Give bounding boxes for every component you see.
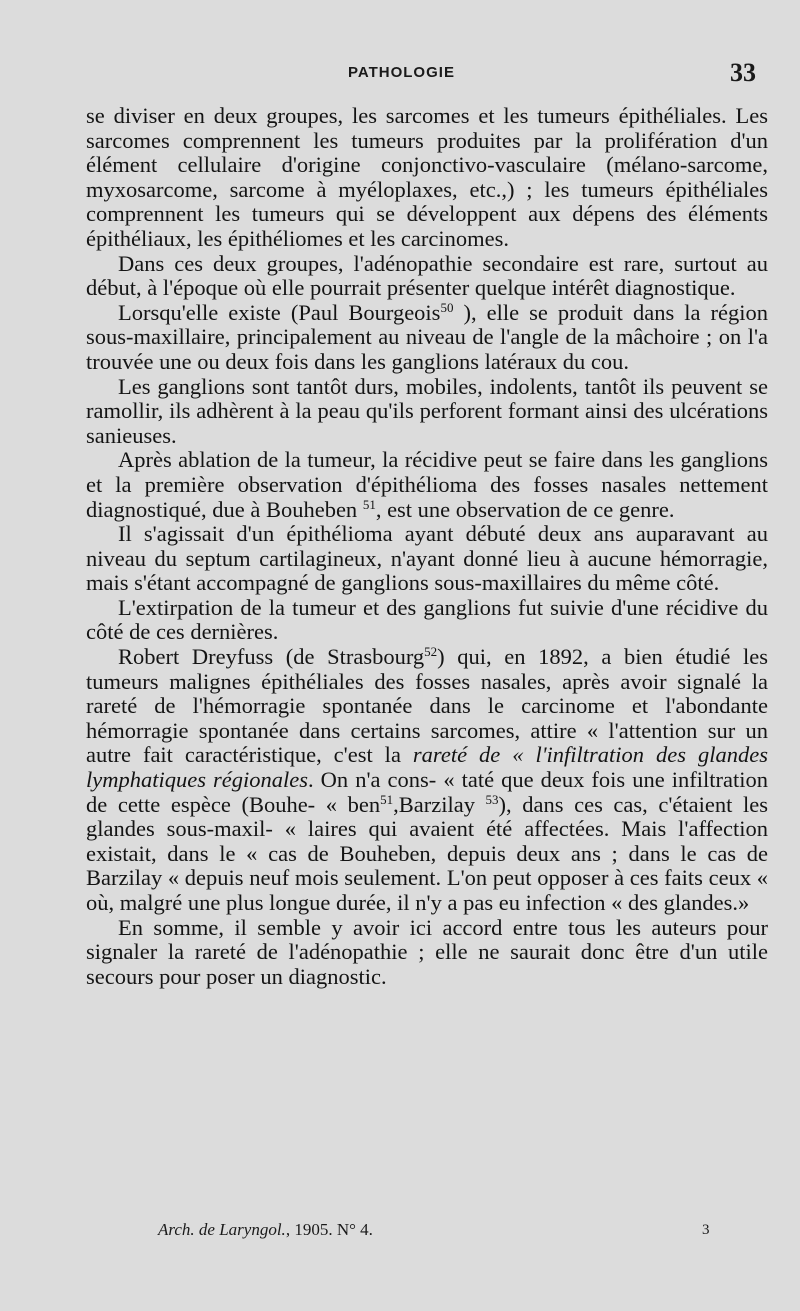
footnote-ref: 53 — [485, 791, 499, 807]
paragraph-text: ), elle se produit dans la région sous-maxillaire, principalement au niveau de l'angle de la mâchoire ; on l'a trouvée une ou deux fois dans les ganglions latéraux du cou. — [86, 299, 768, 374]
running-header — [0, 58, 800, 88]
paragraph-text: ) qui, en 1892, a bien étudié les tumeurs malignes épithéliales des fosses nasales, après avoir signalé la rareté de l'hémorragie spontanée dans le carcinome et l'abondante hémorragie spontanée dans certains sarcomes, attire « l'attention sur un autre fait caractéristique, c'est la — [86, 644, 768, 768]
paragraph — [86, 645, 768, 916]
footnote-ref: 51 — [380, 791, 394, 807]
footnote-ref: 50 — [440, 299, 454, 315]
body-text — [86, 104, 768, 989]
journal-citation — [158, 1220, 373, 1240]
paragraph — [86, 596, 768, 645]
paragraph-text: Les ganglions sont tantôt durs, mobiles, indolents, tantôt ils peuvent se ramollir, ils adhèrent à la peau qu'ils perforent formant ainsi des ulcérations sanieuses. — [86, 373, 768, 448]
page-footer — [0, 1220, 800, 1248]
paragraph-text: Après ablation de la tumeur, la récidive peut se faire dans les ganglions et la première observation d'épithélioma des fosses nasales nettement diagnostiqué, due à Bouheben — [86, 447, 768, 522]
paragraph — [86, 448, 768, 522]
paragraph-text: L'extirpation de la tumeur et des ganglions fut suivie d'une récidive du côté de ces dernières. — [86, 594, 768, 645]
paragraph — [86, 104, 768, 252]
emphasis-text: rareté de « l'infiltration des glandes lymphatiques régionales — [86, 742, 768, 793]
paragraph-text: Il s'agissait d'un épithélioma ayant débuté deux ans auparavant au niveau du septum cartilagineux, n'ayant donné lieu à aucune hémorragie, mais s'étant accompagné de ganglions sous-maxillaires du même côté. — [86, 521, 768, 596]
page-number: 33 — [730, 58, 756, 87]
paragraph — [86, 916, 768, 990]
journal-issue: , 1905. N° 4. — [285, 1220, 373, 1239]
paragraph-text: ), dans ces cas, c'étaient les glandes sous-maxil- « laires qui avaient été affectées. Mais l'affection existait, dans le « cas de Bouheben, depuis deux ans ; dans le cas de Barzilay « depuis neuf mois seulement. L'on peut opposer à ces faits ceux « où, malgré une plus longue durée, il n'y a pas eu infection « des glandes.» — [86, 791, 768, 915]
paragraph — [86, 375, 768, 449]
footnote-ref: 52 — [424, 644, 438, 660]
paragraph-text: ,Barzilay — [393, 791, 486, 817]
paragraph-text: Robert Dreyfuss (de Strasbourg — [118, 644, 425, 670]
paragraph-text: , est une observation de ce genre. — [375, 496, 675, 522]
signature-mark: 3 — [702, 1222, 710, 1238]
paragraph-text: En somme, il semble y avoir ici accord entre tous les auteurs pour signaler la rareté de l'adénopathie ; elle ne saurait donc être d'un utile secours pour poser un diagnostic. — [86, 914, 768, 989]
header-title: PATHOLOGIE — [348, 64, 455, 81]
paragraph — [86, 522, 768, 596]
paragraph-text: Lorsqu'elle existe (Paul Bourgeois — [118, 299, 441, 325]
paragraph-text: Dans ces deux groupes, l'adénopathie secondaire est rare, surtout au début, à l'époque où elle pourrait présenter quelque intérêt diagnostique. — [86, 250, 768, 301]
footnote-ref: 51 — [362, 496, 376, 512]
paragraph-text: se diviser en deux groupes, les sarcomes et les tumeurs épithéliales. Les sarcomes comprennent les tumeurs produites par la prolifération d'un élément cellulaire d'origine conjonctivo-vasculaire (mélano-sarcome, myxosarcome, sarcome à myéloplaxes, etc.,) ; les tumeurs épithéliales comprennent les tumeurs qui se développent aux dépens des éléments épithéliaux, les épithéliomes et les carcinomes. — [86, 103, 768, 251]
paragraph — [86, 252, 768, 301]
paragraph-text: . On n'a cons- « taté que deux fois une infiltration de cette espèce (Bouhe- « ben — [86, 767, 768, 817]
paragraph — [86, 301, 768, 375]
journal-name: Arch. de Laryngol. — [158, 1220, 286, 1239]
